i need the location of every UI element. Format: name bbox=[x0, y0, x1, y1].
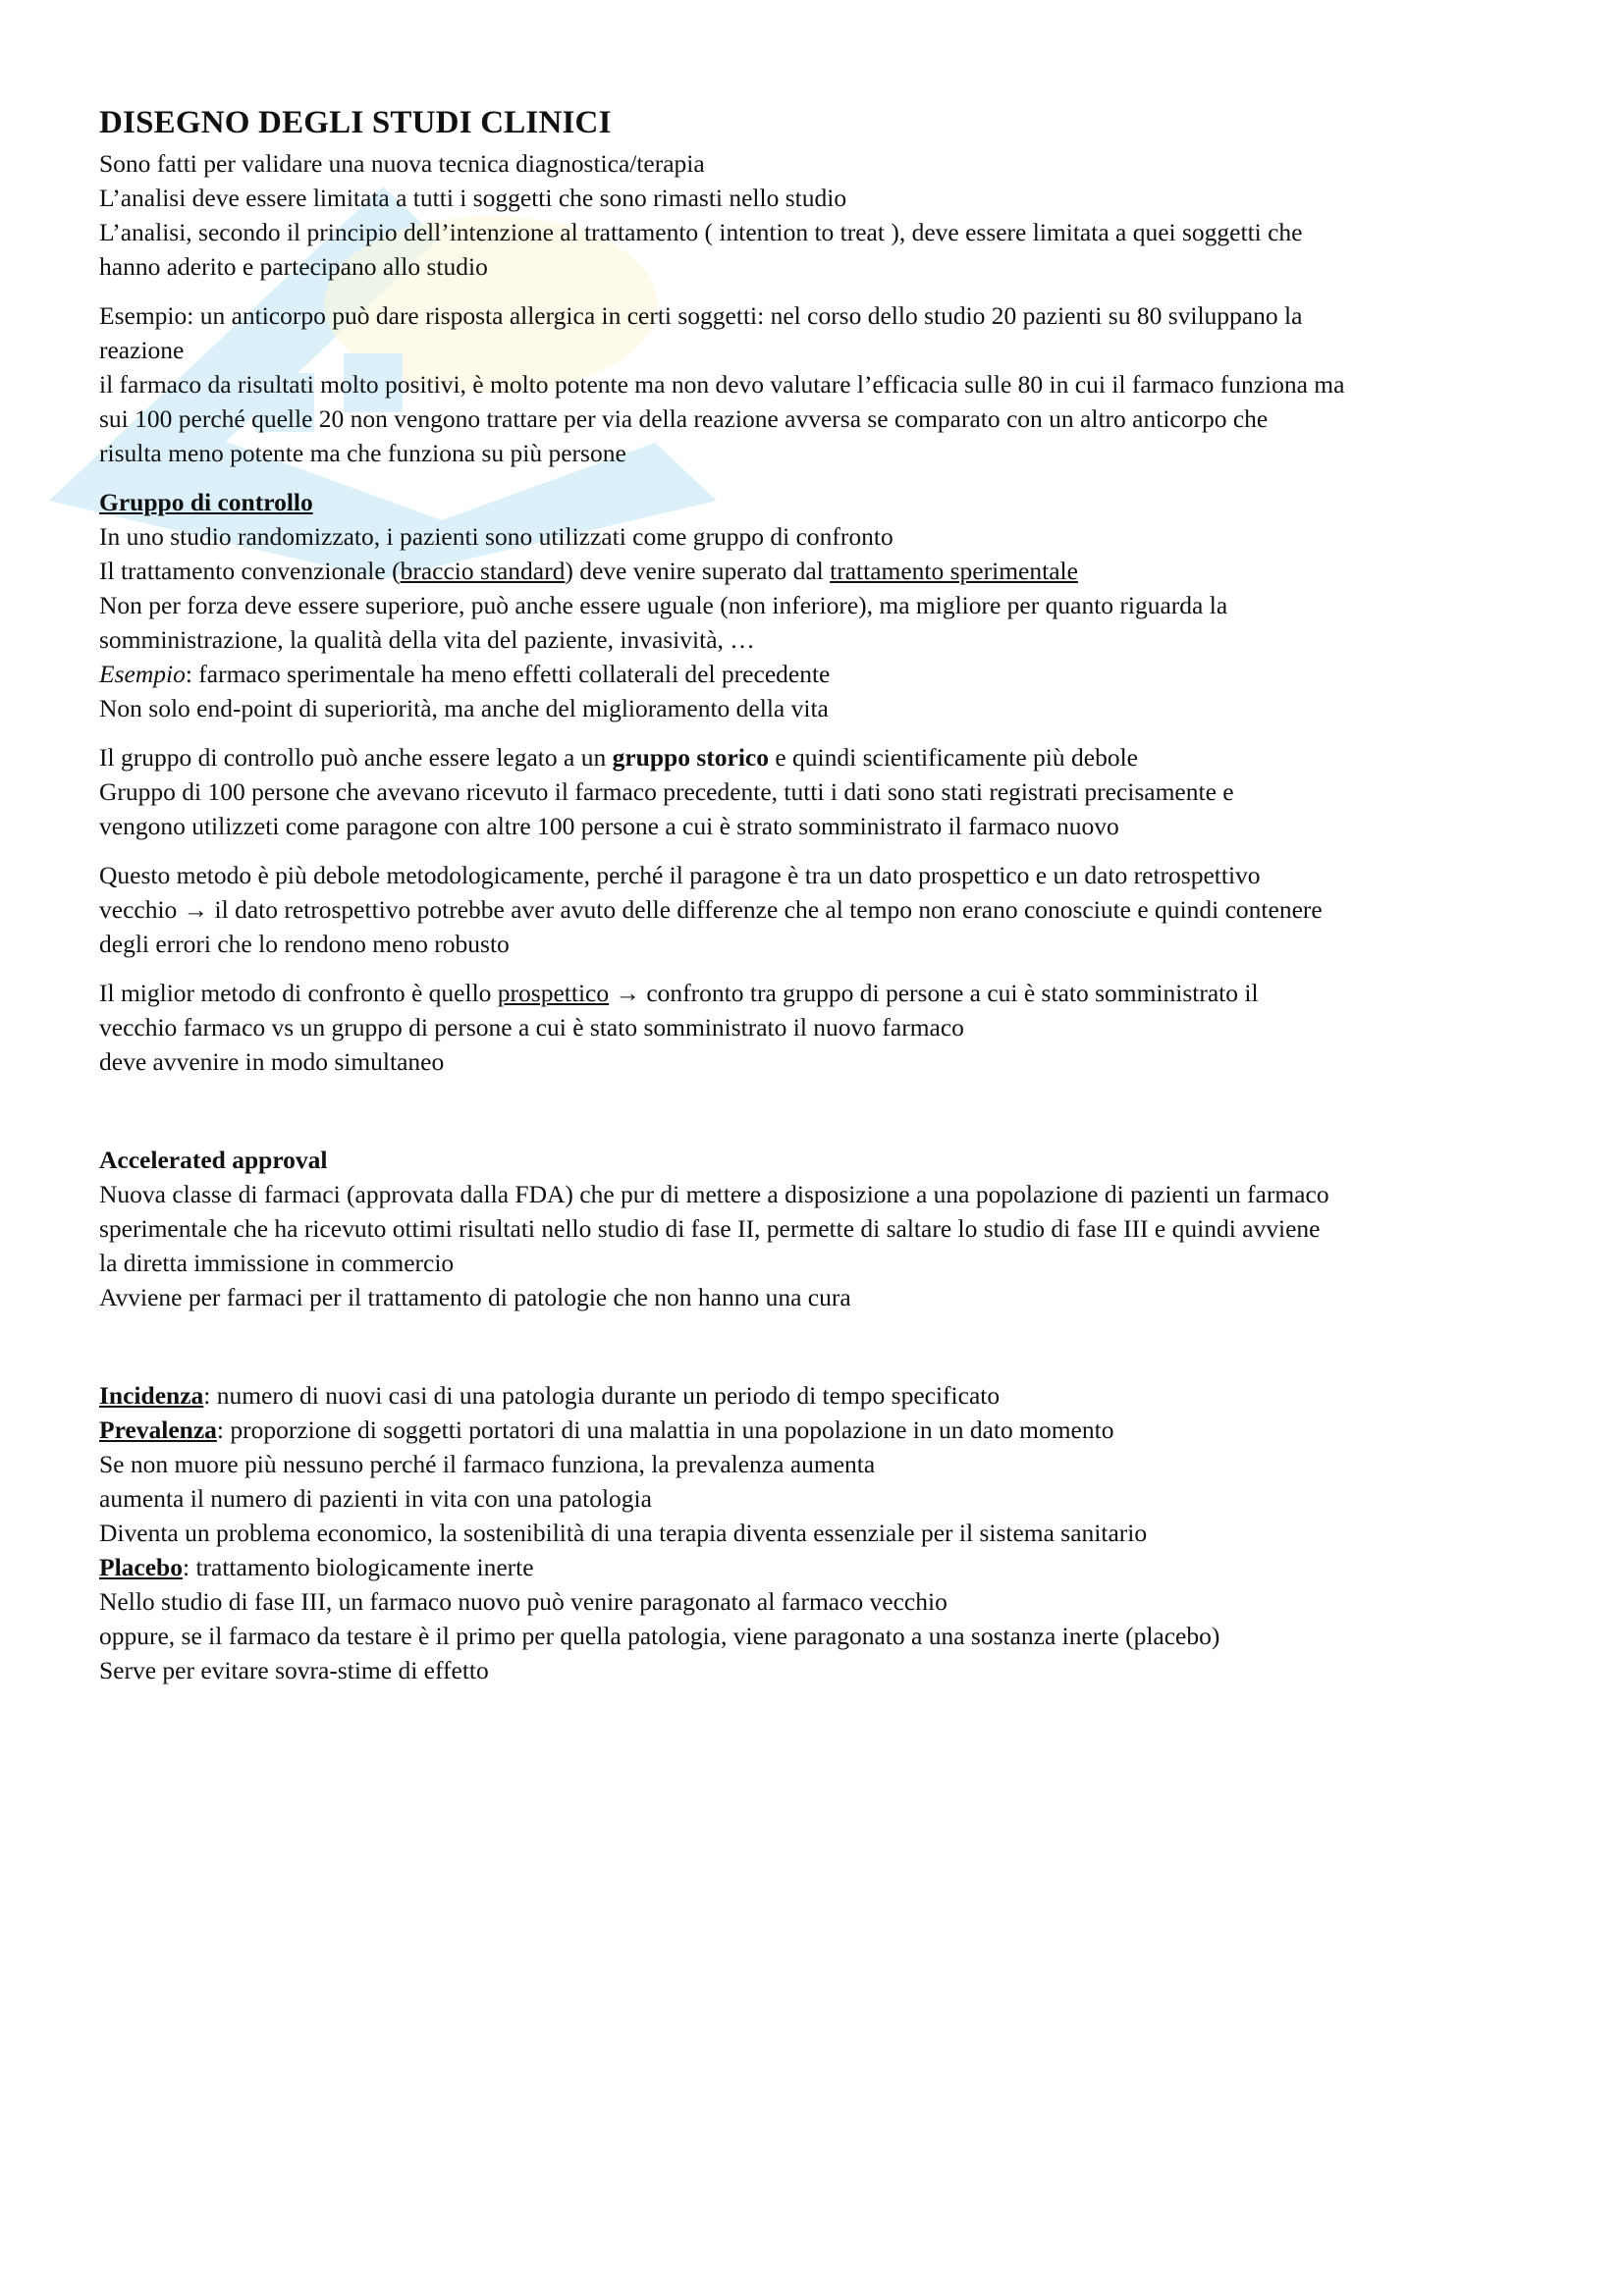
text-line: Esempio: un anticorpo può dare risposta allergica in certi soggetti: nel corso dello studio 20 pazienti su 80 sviluppano la bbox=[99, 301, 1303, 330]
example-paragraph bbox=[99, 298, 1543, 470]
text-line bbox=[99, 740, 1543, 774]
text-fragment: Il trattamento convenzionale ( bbox=[99, 557, 401, 585]
text-line: reazione bbox=[99, 336, 185, 364]
intro-paragraph bbox=[99, 146, 1543, 284]
text-line: vengono utilizzeti come paragone con altre 100 persone a cui è strato somministrato il farmaco nuovo bbox=[99, 812, 1119, 840]
text-line: somministrazione, la qualità della vita del paziente, invasività, … bbox=[99, 625, 755, 654]
text-line: Questo metodo è più debole metodologicamente, perché il paragone è tra un dato prospettico e un dato retrospettivo bbox=[99, 861, 1261, 889]
term-trattamento-sperimentale: trattamento sperimentale bbox=[830, 557, 1078, 585]
term-placebo: Placebo bbox=[99, 1553, 183, 1581]
text-fragment: ) deve venire superato dal bbox=[565, 557, 831, 585]
text-line: aumenta il numero di pazienti in vita con una patologia bbox=[99, 1484, 652, 1513]
term-prevalenza: Prevalenza bbox=[99, 1415, 217, 1444]
text-line: Serve per evitare sovra-stime di effetto bbox=[99, 1656, 489, 1684]
text-line: la diretta immissione in commercio bbox=[99, 1249, 455, 1277]
term-braccio-standard: braccio standard bbox=[400, 557, 566, 585]
text-fragment: e quindi scientificamente più debole bbox=[768, 743, 1138, 772]
page-title: DISEGNO DEGLI STUDI CLINICI bbox=[99, 105, 612, 140]
spacer bbox=[99, 1094, 1543, 1143]
text-line: risulta meno potente ma che funziona su più persone bbox=[99, 439, 626, 467]
definition-placebo bbox=[99, 1550, 1543, 1584]
term-gruppo-storico: gruppo storico bbox=[612, 743, 769, 772]
text-line: sperimentale che ha ricevuto ottimi risultati nello studio di fase II, permette di saltare lo studio di fase III e quindi avviene bbox=[99, 1214, 1321, 1243]
text-line: Gruppo di 100 persone che avevano ricevuto il farmaco precedente, tutti i dati sono stati registrati precisamente e bbox=[99, 777, 1234, 806]
text-line: L’analisi, secondo il principio dell’intenzione al trattamento ( intention to treat ), deve essere limitata a quei soggetti che bbox=[99, 218, 1303, 246]
text-fragment: Il miglior metodo di confronto è quello bbox=[99, 979, 498, 1007]
text-line: degli errori che lo rendono meno robusto bbox=[99, 930, 510, 958]
text-line: vecchio farmaco vs un gruppo di persone a cui è stato somministrato il nuovo farmaco bbox=[99, 1013, 964, 1041]
text-line: Non solo end-point di superiorità, ma anche del miglioramento della vita bbox=[99, 694, 829, 722]
best-method-paragraph bbox=[99, 976, 1543, 1079]
text-line: il farmaco da risultati molto positivi, è molto potente ma non devo valutare l’efficacia sulle 80 in cui il farmaco funziona ma bbox=[99, 370, 1345, 399]
text-line: L’analisi deve essere limitata a tutti i soggetti che sono rimasti nello studio bbox=[99, 184, 847, 212]
section-heading-control-group: Gruppo di controllo bbox=[99, 488, 313, 516]
accelerated-approval-section bbox=[99, 1143, 1543, 1314]
spacer bbox=[99, 1329, 1543, 1378]
definitions-section bbox=[99, 1378, 1543, 1687]
method-paragraph bbox=[99, 858, 1543, 961]
text-line: Nello studio di fase III, un farmaco nuovo può venire paragonato al farmaco vecchio bbox=[99, 1587, 947, 1616]
text-line: Nuova classe di farmaci (approvata dalla FDA) che pur di mettere a disposizione a una popolazione di pazienti un farmaco bbox=[99, 1180, 1329, 1208]
text-line: Se non muore più nessuno perché il farmaco funziona, la prevalenza aumenta bbox=[99, 1450, 876, 1478]
term-prospettico: prospettico bbox=[497, 979, 610, 1007]
document-content bbox=[99, 101, 1543, 1702]
section-heading-accelerated-approval: Accelerated approval bbox=[99, 1146, 328, 1174]
text-fragment: → confronto tra gruppo di persone a cui è stato somministrato il bbox=[609, 979, 1259, 1007]
text-line: Avviene per farmaci per il trattamento di patologie che non hanno una cura bbox=[99, 1283, 851, 1311]
text-line bbox=[99, 976, 1543, 1010]
text-line: Sono fatti per validare una nuova tecnica diagnostica/terapia bbox=[99, 149, 705, 178]
text-fragment: : trattamento biologicamente inerte bbox=[182, 1553, 534, 1581]
text-line: vecchio → il dato retrospettivo potrebbe aver avuto delle differenze che al tempo non erano conosciute e quindi contenere bbox=[99, 895, 1323, 924]
text-line: hanno aderito e partecipano allo studio bbox=[99, 252, 488, 281]
text-fragment: : numero di nuovi casi di una patologia durante un periodo di tempo specificato bbox=[203, 1381, 1001, 1410]
text-fragment: : farmaco sperimentale ha meno effetti collaterali del precedente bbox=[185, 660, 831, 688]
historical-group-paragraph bbox=[99, 740, 1543, 843]
text-line bbox=[99, 554, 1543, 588]
text-line: Diventa un problema economico, la sostenibilità di una terapia diventa essenziale per il sistema sanitario bbox=[99, 1519, 1148, 1547]
text-line: sui 100 perché quelle 20 non vengono trattare per via della reazione avversa se comparato con un altro anticorpo che bbox=[99, 404, 1269, 433]
control-group-section bbox=[99, 485, 1543, 725]
text-line bbox=[99, 657, 1543, 691]
text-fragment: : proporzione di soggetti portatori di una malattia in una popolazione in un dato momento bbox=[216, 1415, 1114, 1444]
text-line: Non per forza deve essere superiore, può anche essere uguale (non inferiore), ma migliore per quanto riguarda la bbox=[99, 591, 1228, 619]
text-line: In uno studio randomizzato, i pazienti sono utilizzati come gruppo di confronto bbox=[99, 522, 893, 551]
example-label: Esempio bbox=[99, 660, 186, 688]
text-line: oppure, se il farmaco da testare è il primo per quella patologia, viene paragonato a una sostanza inerte (placebo) bbox=[99, 1622, 1220, 1650]
text-fragment: Il gruppo di controllo può anche essere legato a un bbox=[99, 743, 613, 772]
text-line: deve avvenire in modo simultaneo bbox=[99, 1047, 445, 1076]
term-incidenza: Incidenza bbox=[99, 1381, 204, 1410]
definition-incidenza bbox=[99, 1378, 1543, 1413]
definition-prevalenza bbox=[99, 1413, 1543, 1447]
